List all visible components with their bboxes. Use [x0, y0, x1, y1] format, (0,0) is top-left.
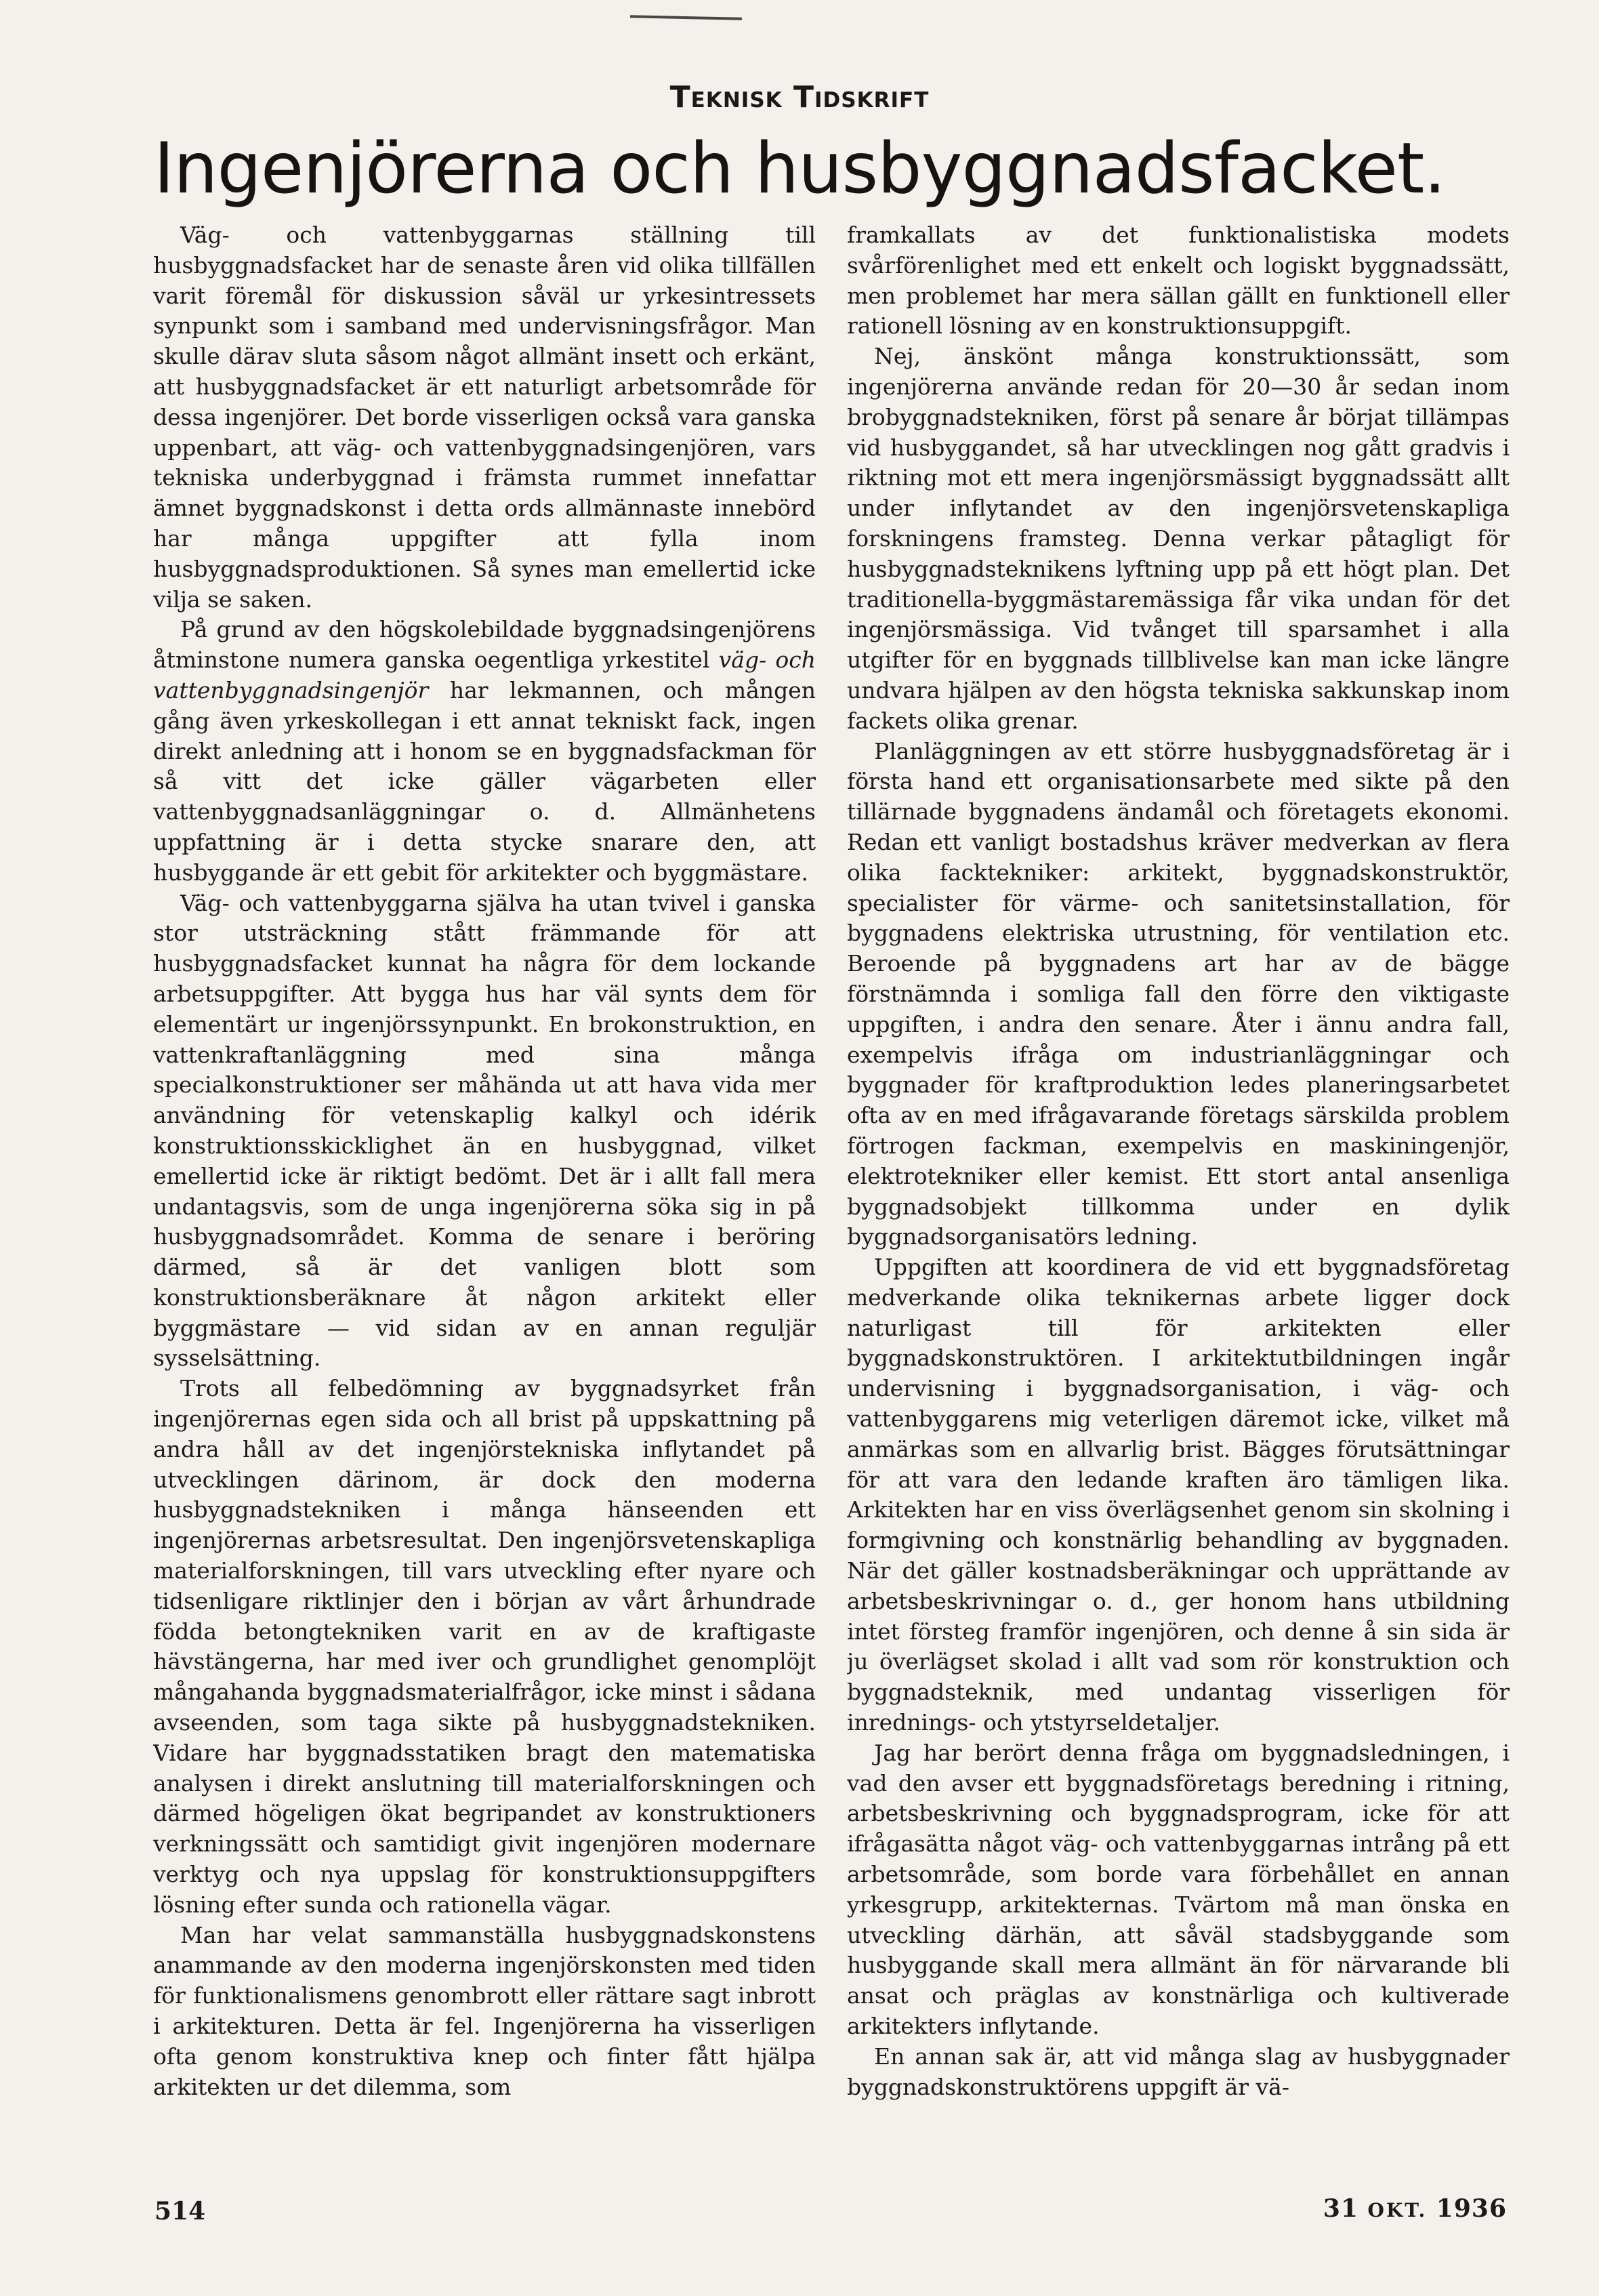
article-headline: Ingenjörerna och husbyggnadsfacket. [153, 128, 1446, 209]
paragraph: Uppgiften att koordinera de vid ett byggnadsföretag medverkande olika teknikernas arbete ligger dock naturligast till för arkitekten eller byggnadskonstruktören. I arkitektutbildningen ingår undervisning i byggnadsorganisation, i väg- och vattenbyggarens mig veterligen däremot icke, vilket må anmärkas som en allvarlig brist. Bägges förutsättningar för att vara den ledande kraften äro tämligen lika. Arkitekten har en viss överlägsenhet genom sin skolning i formgivning och konstnärlig behandling av byggnaden. När det gäller kostnadsberäkningar och upprättande av arbetsbeskrivningar o. d., ger honom hans utbildning intet försteg framför ingenjören, och denne å sin sida är ju överlägset skolad i allt vad som rör konstruktion och byggnadsteknik, med undantag visserligen för inrednings- och ytstyrseldetaljer. [847, 1254, 1510, 1736]
scan-mark-line [630, 15, 742, 20]
page-number: 514 [154, 2197, 206, 2226]
paragraph: Jag har berört denna fråga om byggnadsledningen, i vad den avser ett byggnadsföretags beredning i ritning, arbetsbeskrivning och byggnadsprogram, icke för att ifrågasätta något väg- och vattenbyggarnas intrång på ett arbetsområde, som borde vara förbehållet en annan yrkesgrupp, arkitekternas. Tvärtom må man önska en utveckling därhän, att såväl stadsbyggande som husbyggande skall mera allmänt än för närvarande bli ansat och präglas av konstnärliga och kultiverade arkitekters inflytande. [847, 1739, 1510, 2040]
paragraph: Trots all felbedömning av byggnadsyrket från ingenjörernas egen sida och all brist på uppskattning på andra håll av det ingenjörstekniska inflytandet på utvecklingen därinom, är dock den moderna husbyggnadstekniken i många hänseenden ett ingenjörernas arbetsresultat. Den ingenjörsvetenskapliga materialforskningen, till vars utveckling efter nyare och tidsenligare riktlinjer den i början av vårt århundrade födda betongtekniken varit en av de kraftigaste hävstängerna, har med iver och grundlighet genomplöjt mångahanda byggnadsmaterialfrågor, icke minst i sådana avseenden, som taga sikte på husbyggnadstekniken. Vidare har byggnadsstatiken bragt den matematiska analysen i direkt anslutning till materialforskningen och därmed högeligen ökat begripandet av konstruktioners verkningssätt och samtidigt givit ingenjören modernare verktyg och nya uppslag för konstruktionsuppgifters lösning efter sunda och rationella vägar. [153, 1375, 816, 1918]
italic-term: väg- och vattenbyggnadsingenjör [153, 647, 816, 703]
issue-date-year: 1936 [1436, 2194, 1507, 2223]
paragraph: Planläggningen av ett större husbyggnadsföretag är i första hand ett organisationsarbete med sikte på den tillärnade byggnadens ändamål och företagets ekonomi. Redan ett vanligt bostadshus kräver medverkan av flera olika facktekniker: arkitekt, byggnadskonstruktör, specialister för värme- och sanitetsinstallation, för byggnadens elektriska utrustning, för ventilation etc. Beroende på byggnadens art har av de bägge förstnämnda i somliga fall den förre den viktigaste uppgiften, i andra den senare. Åter i ännu andra fall, exempelvis ifråga om industrianläggningar och byggnader för kraftproduktion ledes planeringsarbetet ofta av en med ifrågavarande företags särskilda problem förtrogen fackman, exempelvis en maskiningenjör, elektrotekniker eller kemist. Ett stort antal ansenliga byggnadsobjekt tillkomma under en dylik byggnadsorganisatörs ledning. [847, 737, 1510, 1250]
paragraph: Väg- och vattenbyggarnas ställning till husbyggnadsfacket har de senaste åren vid olika tillfällen varit föremål för diskussion såväl ur yrkesintressets synpunkt som i samband med undervisningsfrågor. Man skulle därav sluta såsom något allmänt insett och erkänt, att husbyggnadsfacket är ett naturligt arbetsområde för dessa ingenjörer. Det borde visserligen också vara ganska uppenbart, att väg- och vattenbyggnadsingenjören, vars tekniska underbyggnad i främsta rummet innefattar ämnet byggnadskonst i detta ords allmännaste innebörd har många uppgifter att fylla inom husbyggnadsproduktionen. Så synes man emellertid icke vilja se saken. [153, 222, 816, 613]
issue-date [1323, 2194, 1507, 2223]
journal-masthead: Teknisk Tidskrift [669, 80, 930, 115]
paragraph-continued: framkallats av det funktionalistiska modets svårförenlighet med ett enkelt och logiskt byggnadssätt, men problemet har mera sällan gällt en funktionell eller rationell lösning av en konstruktionsuppgift. [847, 222, 1510, 340]
paragraph: Väg- och vattenbyggarna själva ha utan tvivel i ganska stor utsträckning stått främmande för att husbyggnadsfacket kunnat ha några för dem lockande arbetsuppgifter. Att bygga hus har väl synts dem för elementärt ur ingenjörssynpunkt. En brokonstruktion, en vattenkraftanläggning med sina många specialkonstruktioner ser måhända ut att hava vida mer användning för vetenskaplig kalkyl och idérik konstruktionsskicklighet än en husbyggnad, vilket emellertid icke är riktigt bedömt. Det är i allt fall mera undantagsvis, som de unga ingenjörerna söka sig in på husbyggnadsområdet. Komma de senare i beröring därmed, så är det vanligen blott som konstruktionsberäknare åt någon arkitekt eller byggmästare — vid sidan av en annan reguljär sysselsättning. [153, 889, 816, 1372]
paragraph [153, 615, 816, 888]
issue-date-day: 31 [1323, 2194, 1358, 2223]
paragraph: En annan sak är, att vid många slag av husbyggnader byggnadskonstruktörens uppgift är vä- [847, 2043, 1510, 2100]
issue-date-month: OKT. [1367, 2199, 1428, 2221]
paragraph: Man har velat sammanställa husbyggnadskonstens anammande av den moderna ingenjörskonsten med tiden för funktionalismens genombrott eller rättare sagt inbrott i arkitekturen. Detta är fel. Ingenjörerna ha visserligen ofta genom konstruktiva knep och finter fått hjälpa arkitekten ur det dilemma, som [153, 1921, 816, 2100]
paragraph-text: har lekmannen, och mången gång även yrkeskollegan i ett annat tekniskt fack, ingen direkt anledning att i honom se en byggnadsfackman för så vitt det icke gäller vägarbeten eller vattenbyggnadsanläggningar o. d. Allmänhetens uppfattning är i detta stycke snarare den, att husbyggande är ett gebit för arkitekter och byggmästare. [153, 676, 816, 886]
paragraph: Nej, änskönt många konstruktionssätt, som ingenjörerna använde redan för 20—30 år sedan inom brobyggnadstekniken, först på senare år börjat tillämpas vid husbyggandet, så har utvecklingen nog gått gradvis i riktning mot ett mera ingenjörsmässigt byggnadssätt allt under inflytandet av den ingenjörsvetenskapliga forskningens framsteg. Denna verkar påtagligt för husbyggnadsteknikens lyftning upp på ett högt plan. Det traditionella-byggmästaremässiga får vika undan för det ingenjörsmässiga. Vid tvånget till sparsamhet i alla utgifter för en byggnads tillblivelse kan man icke längre undvara hjälpen av den högsta tekniska sakkunskap inom fackets olika grenar. [847, 343, 1510, 734]
paragraph-text: På grund av den högskolebildade byggnadsingenjörens åtminstone numera ganska oegentliga yrkestitel [153, 616, 816, 674]
left-column [153, 220, 816, 2179]
right-column [847, 220, 1510, 2179]
